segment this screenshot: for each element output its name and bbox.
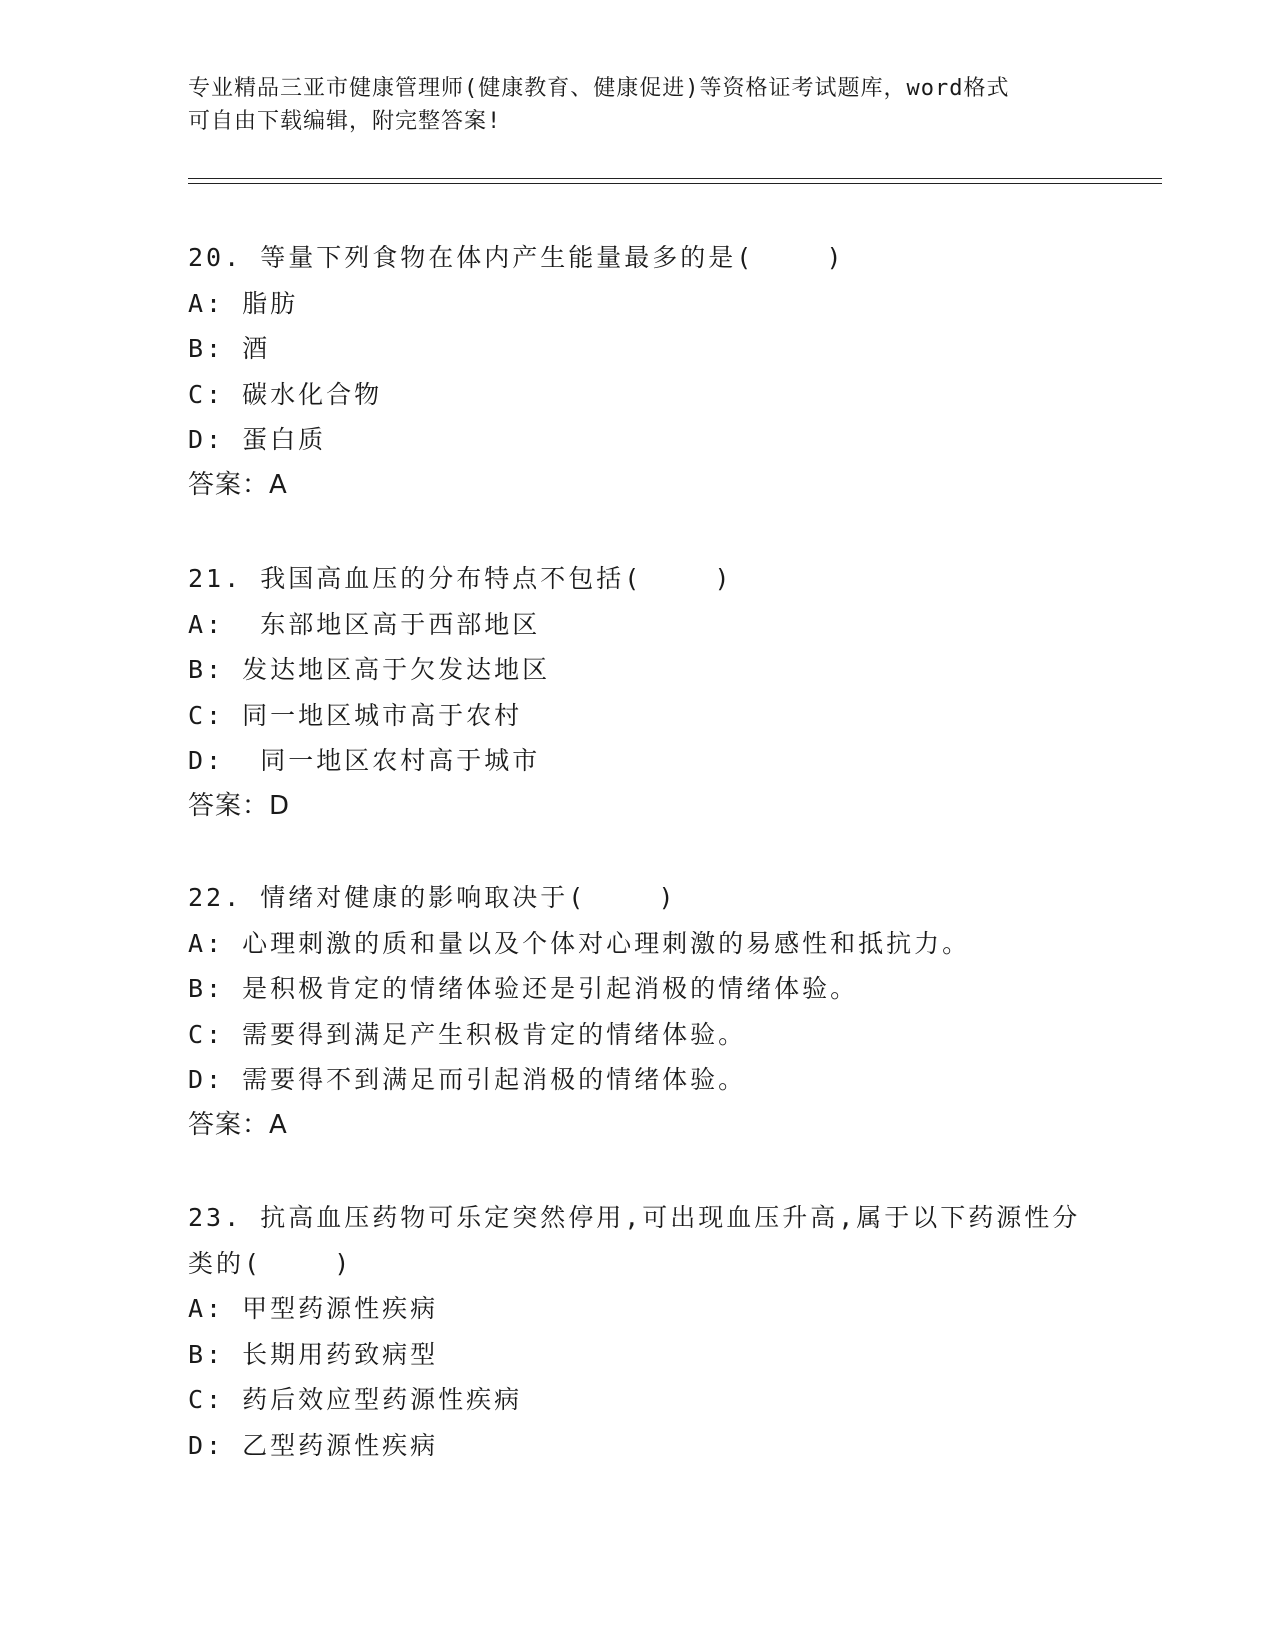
question-20 — [188, 235, 1088, 508]
option-d: D: 需要得不到满足而引起消极的情绪体验。 — [188, 1065, 747, 1094]
question-23 — [188, 1195, 1088, 1468]
header-divider-top — [188, 178, 1162, 179]
option-c: C: 需要得到满足产生积极肯定的情绪体验。 — [188, 1019, 747, 1049]
question-stem: 21. 我国高血压的分布特点不包括( ) — [188, 564, 733, 593]
option-d: D: 蛋白质 — [188, 425, 327, 454]
option-d: D: 乙型药源性疾病 — [188, 1430, 439, 1460]
option-b: B: 发达地区高于欠发达地区 — [188, 655, 551, 684]
header-line-2: 可自由下载编辑，附完整答案! — [188, 109, 502, 134]
option-c: C: 药后效应型药源性疾病 — [188, 1385, 523, 1414]
option-b: B: 长期用药致病型 — [188, 1339, 439, 1369]
answer-line: 答案：A — [188, 1109, 288, 1140]
question-22 — [188, 875, 1088, 1148]
option-c: C: 碳水化合物 — [188, 379, 383, 409]
answer-line: 答案：A — [188, 469, 288, 500]
header-line-1: 专业精品三亚市健康管理师(健康教育、健康促进)等资格证考试题库，word格式 — [188, 76, 1010, 101]
question-stem: 22. 情绪对健康的影响取决于( ) — [188, 883, 677, 912]
option-a: A: 脂肪 — [188, 288, 299, 318]
question-stem: 20. 等量下列食物在体内产生能量最多的是( ) — [188, 243, 845, 272]
option-b: B: 酒 — [188, 334, 271, 363]
header-divider-bottom — [188, 183, 1162, 184]
option-d: D: 同一地区农村高于城市 — [188, 746, 541, 775]
option-a: A: 甲型药源性疾病 — [188, 1294, 439, 1323]
option-b: B: 是积极肯定的情绪体验还是引起消极的情绪体验。 — [188, 974, 859, 1003]
question-stem: 23. 抗高血压药物可乐定突然停用,可出现血压升高,属于以下药源性分类的( ) — [188, 1203, 1081, 1278]
answer-line: 答案：D — [188, 790, 291, 821]
option-c: C: 同一地区城市高于农村 — [188, 700, 523, 730]
question-21 — [188, 556, 1088, 829]
option-a: A: 心理刺激的质和量以及个体对心理刺激的易感性和抵抗力。 — [188, 928, 971, 958]
option-a: A: 东部地区高于西部地区 — [188, 609, 541, 639]
document-header — [188, 72, 1088, 138]
